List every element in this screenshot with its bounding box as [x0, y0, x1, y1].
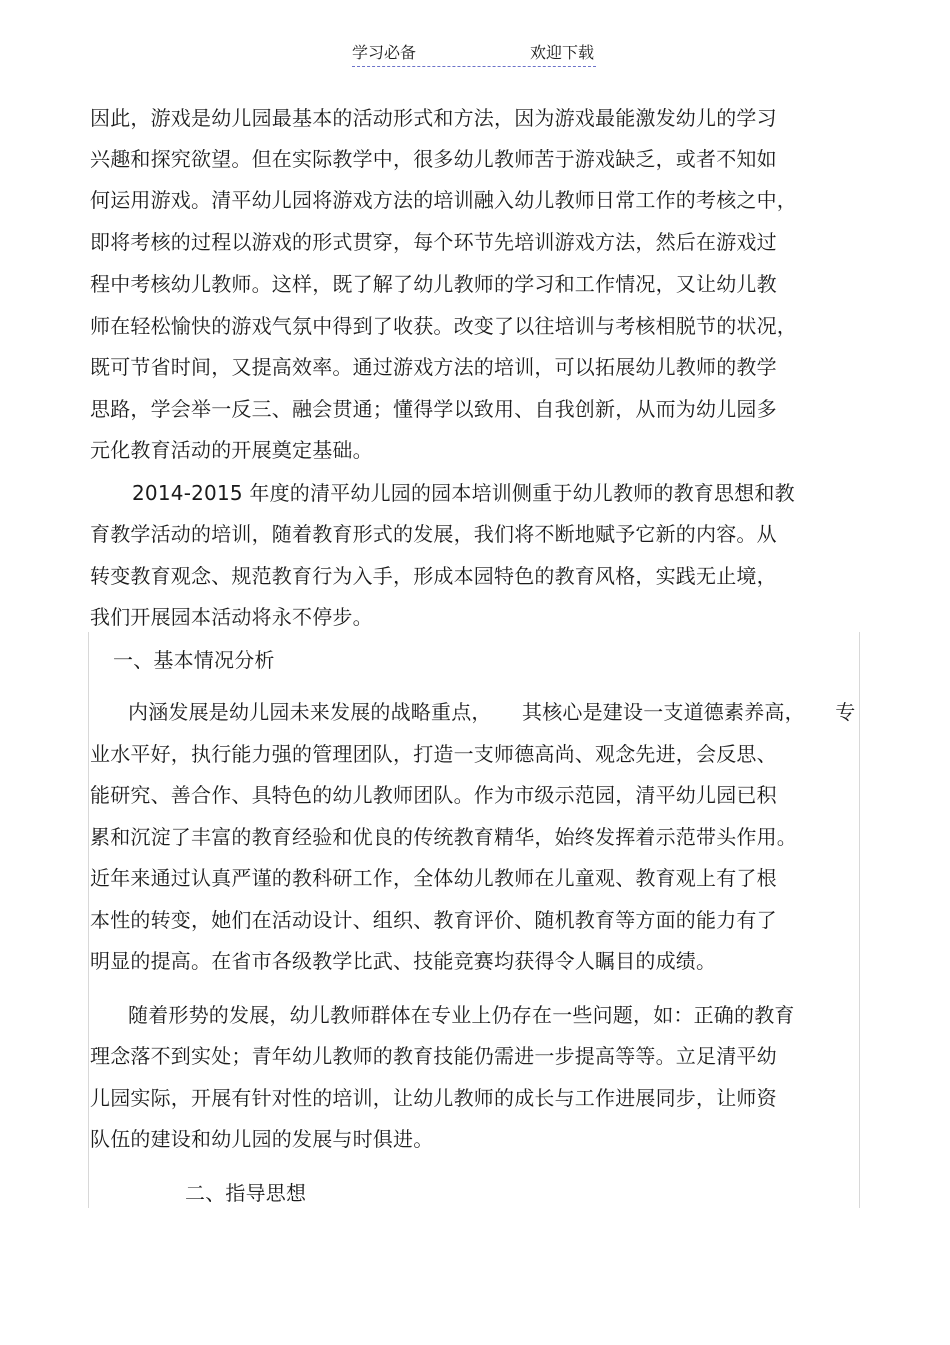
paragraph-line: 队伍的建设和幼儿园的发展与时俱进。 [90, 1127, 434, 1151]
header-left-text: 学习必备 [352, 43, 417, 62]
paragraph-line: 何运用游戏。清平幼儿园将游戏方法的培训融入幼儿教师日常工作的考核之中， [90, 188, 797, 212]
paragraph-line: 业水平好，执行能力强的管理团队，打造一支师德高尚、观念先进，会反思、 [90, 742, 777, 766]
frame-border-right [859, 632, 860, 1208]
paragraph-line: 本性的转变，她们在活动设计、组织、教育评价、随机教育等方面的能力有了 [90, 908, 777, 932]
paragraph-line: 师在轻松愉快的游戏气氛中得到了收获。改变了以往培训与考核相脱节的状况， [90, 314, 797, 338]
paragraph-line: 程中考核幼儿教师。这样，既了解了幼儿教师的学习和工作情况，又让幼儿教 [90, 272, 777, 296]
paragraph-line: 转变教育观念、规范教育行为入手，形成本园特色的教育风格，实践无止境， [90, 564, 777, 588]
paragraph-line: 育教学活动的培训，随着教育形式的发展，我们将不断地赋予它新的内容。从 [90, 522, 777, 546]
paragraph-line: 理念落不到实处；青年幼儿教师的教育技能仍需进一步提高等等。立足清平幼 [90, 1044, 777, 1068]
paragraph-line: 近年来通过认真严谨的教科研工作，全体幼儿教师在儿童观、教育观上有了根 [90, 866, 777, 890]
paragraph-line: 2014-2015 年度的清平幼儿园的园本培训侧重于幼儿教师的教育思想和教 [132, 481, 795, 505]
section-heading: 一、基本情况分析 [113, 648, 275, 672]
page-header [352, 40, 596, 67]
paragraph-line: 即将考核的过程以游戏的形式贯穿，每个环节先培训游戏方法，然后在游戏过 [90, 230, 777, 254]
paragraph-line: 随着形势的发展，幼儿教师群体在专业上仍存在一些问题，如：正确的教育 [128, 1003, 795, 1027]
frame-border-left [88, 632, 89, 1208]
paragraph-line: 能研究、善合作、具特色的幼儿教师团队。作为市级示范园，清平幼儿园已积 [90, 783, 777, 807]
paragraph-line: 明显的提高。在省市各级教学比武、技能竞赛均获得令人瞩目的成绩。 [90, 949, 717, 973]
section-heading: 二、指导思想 [185, 1181, 307, 1205]
paragraph-line: 既可节省时间，又提高效率。通过游戏方法的培训，可以拓展幼儿教师的教学 [90, 355, 777, 379]
header-right-text: 欢迎下载 [529, 43, 594, 62]
paragraph-line: 儿园实际，开展有针对性的培训，让幼儿教师的成长与工作进展同步，让师资 [90, 1086, 777, 1110]
paragraph-line: 因此，游戏是幼儿园最基本的活动形式和方法，因为游戏最能激发幼儿的学习 [90, 106, 777, 130]
paragraph-line: 累和沉淀了丰富的教育经验和优良的传统教育精华，始终发挥着示范带头作用。 [90, 825, 797, 849]
paragraph-line: 内涵发展是幼儿园未来发展的战略重点， 其核心是建设一支道德素养高， 专 [128, 700, 856, 724]
paragraph-line: 元化教育活动的开展奠定基础。 [90, 438, 373, 462]
paragraph-line: 我们开展园本活动将永不停步。 [90, 605, 373, 629]
paragraph-line: 兴趣和探究欲望。但在实际教学中，很多幼儿教师苦于游戏缺乏，或者不知如 [90, 147, 777, 171]
paragraph-line: 思路，学会举一反三、融会贯通；懂得学以致用、自我创新，从而为幼儿园多 [90, 397, 777, 421]
